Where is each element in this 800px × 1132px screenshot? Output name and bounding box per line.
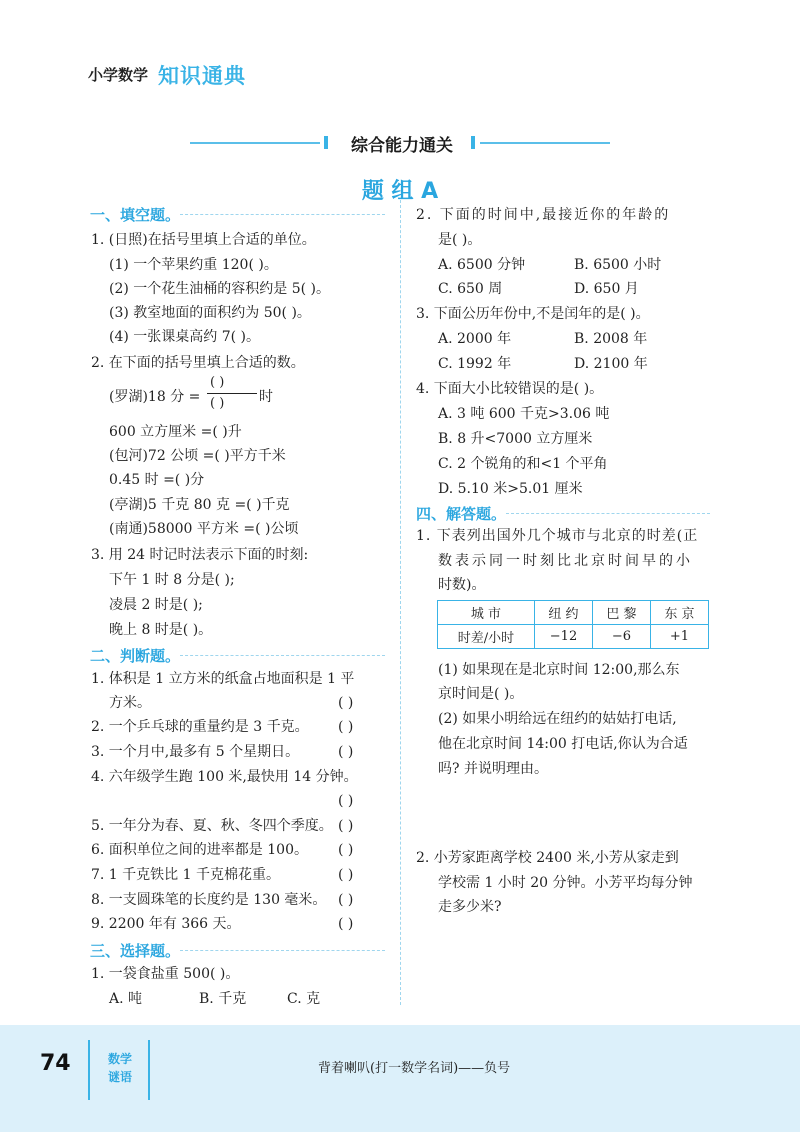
fraction-bar <box>207 393 257 394</box>
question-1-2: (2) 一个花生油桶的容积约是 5( )。 <box>109 281 331 297</box>
choice-2-cont: 是( )。 <box>438 232 482 248</box>
answer-1-cont2: 时数)。 <box>438 577 486 593</box>
choice-3-b: B. 2008 年 <box>574 331 648 347</box>
question-3-3: 晚上 8 时是( )。 <box>109 622 213 638</box>
table-header-cell: 巴 黎 <box>593 601 651 625</box>
choice-4-c: C. 2 个锐角的和<1 个平角 <box>438 456 608 472</box>
question-1-3: (3) 教室地面的面积约为 50( )。 <box>109 305 311 321</box>
table-header-cell: 东 京 <box>651 601 709 625</box>
section-rule <box>180 950 385 952</box>
question-2-1-unit: 时 <box>259 389 273 405</box>
section-fill-in: 一、填空题。 <box>90 206 181 224</box>
judge-7: 7. 1 千克铁比 1 千克棉花重。 <box>91 867 280 883</box>
answer-paren: ( ) <box>338 719 354 735</box>
choice-1: 1. 一袋食盐重 500( )。 <box>91 966 240 982</box>
judge-3: 3. 一个月中,最多有 5 个星期日。 <box>91 744 300 760</box>
answer-1-2: (2) 如果小明给远在纽约的姑姑打电话, <box>438 711 677 727</box>
answer-1-1-cont: 京时间是( )。 <box>438 686 524 702</box>
answer-2-cont2: 走多少米? <box>438 899 502 915</box>
table-cell: −12 <box>535 625 593 649</box>
choice-2-a: A. 6500 分钟 <box>438 257 526 273</box>
footer-tag-riddle: 谜语 <box>108 1070 133 1084</box>
column-divider <box>400 200 401 1005</box>
table-cell: 时差/小时 <box>438 625 535 649</box>
banner-tick-right <box>471 136 475 149</box>
section-answers: 四、解答题。 <box>416 505 507 523</box>
answer-1-2-cont2: 吗? 并说明理由。 <box>438 761 548 777</box>
question-2-6: (南通)58000 平方米 =( )公顷 <box>109 521 299 537</box>
choice-2-b: B. 6500 小时 <box>574 257 662 273</box>
answer-2: 2. 小芳家距离学校 2400 米,小芳从家走到 <box>416 850 679 866</box>
section-choice: 三、选择题。 <box>90 942 181 960</box>
section-banner: 综合能力通关 <box>351 136 453 156</box>
banner-tick-left <box>324 136 328 149</box>
fraction-numerator: ( ) <box>210 375 225 390</box>
choice-3: 3. 下面公历年份中,不是闰年的是( )。 <box>416 306 650 322</box>
answer-1-cont: 数表示同一时刻比北京时间早的小 <box>438 553 693 569</box>
choice-3-a: A. 2000 年 <box>438 331 512 347</box>
choice-2-d: D. 650 月 <box>574 281 639 297</box>
answer-paren: ( ) <box>338 867 354 883</box>
section-rule <box>180 214 385 216</box>
choice-3-d: D. 2100 年 <box>574 356 648 372</box>
time-difference-table <box>437 600 709 649</box>
choice-4-d: D. 5.10 米>5.01 厘米 <box>438 481 583 497</box>
book-title: 小学数学 <box>88 66 149 84</box>
question-2: 2. 在下面的括号里填上合适的数。 <box>91 355 305 371</box>
question-2-1-label: (罗湖)18 分 = <box>109 389 201 405</box>
choice-4-a: A. 3 吨 600 千克>3.06 吨 <box>438 406 610 422</box>
judge-1: 1. 体积是 1 立方米的纸盒占地面积是 1 平 <box>91 671 355 687</box>
footer-tag-math: 数学 <box>108 1052 133 1066</box>
judge-2: 2. 一个乒乓球的重量约是 3 千克。 <box>91 719 309 735</box>
question-3-1: 下午 1 时 8 分是( ); <box>109 572 235 588</box>
judge-9: 9. 2200 年有 366 天。 <box>91 916 241 932</box>
question-1: 1. (日照)在括号里填上合适的单位。 <box>91 232 316 248</box>
choice-4: 4. 下面大小比较错误的是( )。 <box>416 381 604 397</box>
answer-paren: ( ) <box>338 695 354 711</box>
judge-4: 4. 六年级学生跑 100 米,最快用 14 分钟。 <box>91 769 358 785</box>
question-1-1: (1) 一个苹果约重 120( )。 <box>109 257 278 273</box>
judge-1-cont: 方米。 <box>109 695 151 711</box>
footer-riddle: 背着喇叭(打一数学名词)——负号 <box>318 1061 511 1076</box>
choice-4-b: B. 8 升<7000 立方厘米 <box>438 431 593 447</box>
series-title: 知识通典 <box>158 64 246 88</box>
answer-2-cont: 学校需 1 小时 20 分钟。小芳平均每分钟 <box>438 875 693 891</box>
table-row <box>438 601 709 625</box>
group-title: 题 组 A <box>361 179 439 204</box>
choice-1-a: A. 吨 <box>109 991 143 1007</box>
section-rule <box>506 513 710 515</box>
table-row <box>438 625 709 649</box>
section-rule <box>180 655 385 657</box>
answer-paren: ( ) <box>338 892 354 908</box>
answer-paren: ( ) <box>338 793 354 809</box>
banner-line-left <box>190 142 320 144</box>
question-3-2: 凌晨 2 时是( ); <box>109 597 203 613</box>
answer-paren: ( ) <box>338 842 354 858</box>
answer-1: 1. 下表列出国外几个城市与北京的时差(正 <box>416 528 699 544</box>
answer-paren: ( ) <box>338 818 354 834</box>
section-judgment: 二、判断题。 <box>90 647 181 665</box>
page-number: 74 <box>40 1051 71 1076</box>
question-3: 3. 用 24 时记时法表示下面的时刻: <box>91 547 309 563</box>
answer-1-1: (1) 如果现在是北京时间 12:00,那么东 <box>438 662 680 678</box>
table-cell: −6 <box>593 625 651 649</box>
question-2-4: 0.45 时 =( )分 <box>109 472 205 488</box>
question-2-2: 600 立方厘米 =( )升 <box>109 424 242 440</box>
judge-6: 6. 面积单位之间的进率都是 100。 <box>91 842 308 858</box>
table-header-cell: 城 市 <box>438 601 535 625</box>
footer-divider <box>148 1040 150 1100</box>
answer-paren: ( ) <box>338 916 354 932</box>
fraction-denominator: ( ) <box>210 396 225 411</box>
answer-1-2-cont: 他在北京时间 14:00 打电话,你认为合适 <box>438 736 688 752</box>
question-1-4: (4) 一张课桌高约 7( )。 <box>109 329 261 345</box>
choice-2-c: C. 650 周 <box>438 281 503 297</box>
table-header-cell: 纽 约 <box>535 601 593 625</box>
banner-line-right <box>480 142 610 144</box>
judge-8: 8. 一支圆珠笔的长度约是 130 毫米。 <box>91 892 327 908</box>
judge-5: 5. 一年分为春、夏、秋、冬四个季度。 <box>91 818 333 834</box>
question-2-5: (亭湖)5 千克 80 克 =( )千克 <box>109 497 290 513</box>
question-2-3: (包河)72 公顷 =( )平方千米 <box>109 448 286 464</box>
table-cell: +1 <box>651 625 709 649</box>
answer-paren: ( ) <box>338 744 354 760</box>
choice-1-c: C. 克 <box>287 991 321 1007</box>
choice-2: 2. 下面的时间中,最接近你的年龄的 <box>416 207 671 223</box>
footer-divider <box>88 1040 90 1100</box>
choice-1-b: B. 千克 <box>199 991 247 1007</box>
choice-3-c: C. 1992 年 <box>438 356 512 372</box>
